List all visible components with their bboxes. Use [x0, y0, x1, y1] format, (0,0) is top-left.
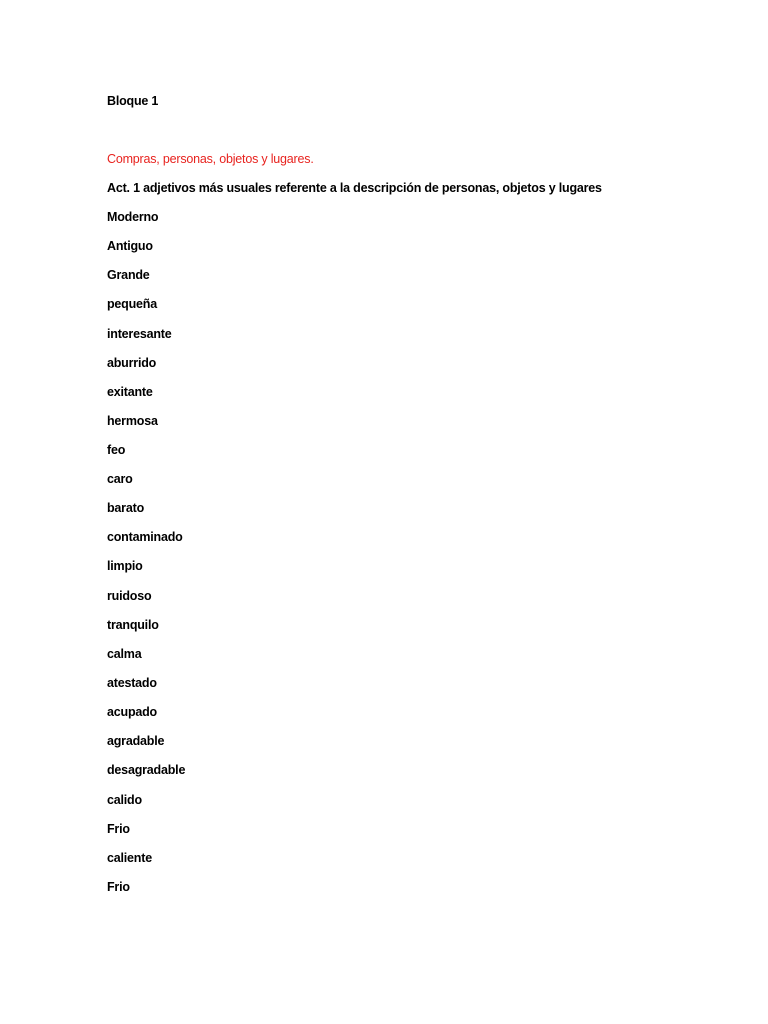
list-item: hermosa [107, 414, 158, 428]
list-item: Frio [107, 880, 130, 894]
list-item: atestado [107, 676, 157, 690]
list-item: caliente [107, 851, 152, 865]
list-item: calido [107, 793, 142, 807]
list-item: contaminado [107, 530, 183, 544]
list-item: Antiguo [107, 239, 153, 253]
list-item: feo [107, 443, 126, 457]
list-item: pequeña [107, 297, 157, 311]
list-item: Frio [107, 822, 130, 836]
list-item: calma [107, 647, 142, 661]
list-item: agradable [107, 734, 165, 748]
list-item: tranquilo [107, 618, 159, 632]
block-title: Bloque 1 [107, 94, 159, 108]
activity-title: Act. 1 adjetivos más usuales referente a la descripción de personas, objetos y lugares [107, 181, 602, 195]
list-item: limpio [107, 559, 143, 573]
section-heading: Compras, personas, objetos y lugares. [107, 152, 314, 166]
list-item: barato [107, 501, 145, 515]
list-item: desagradable [107, 763, 186, 777]
list-item: exitante [107, 385, 153, 399]
list-item: Moderno [107, 210, 159, 224]
list-item: interesante [107, 327, 172, 341]
list-item: acupado [107, 705, 157, 719]
list-item: ruidoso [107, 589, 152, 603]
list-item: aburrido [107, 356, 157, 370]
list-item: Grande [107, 268, 150, 282]
list-item: caro [107, 472, 133, 486]
